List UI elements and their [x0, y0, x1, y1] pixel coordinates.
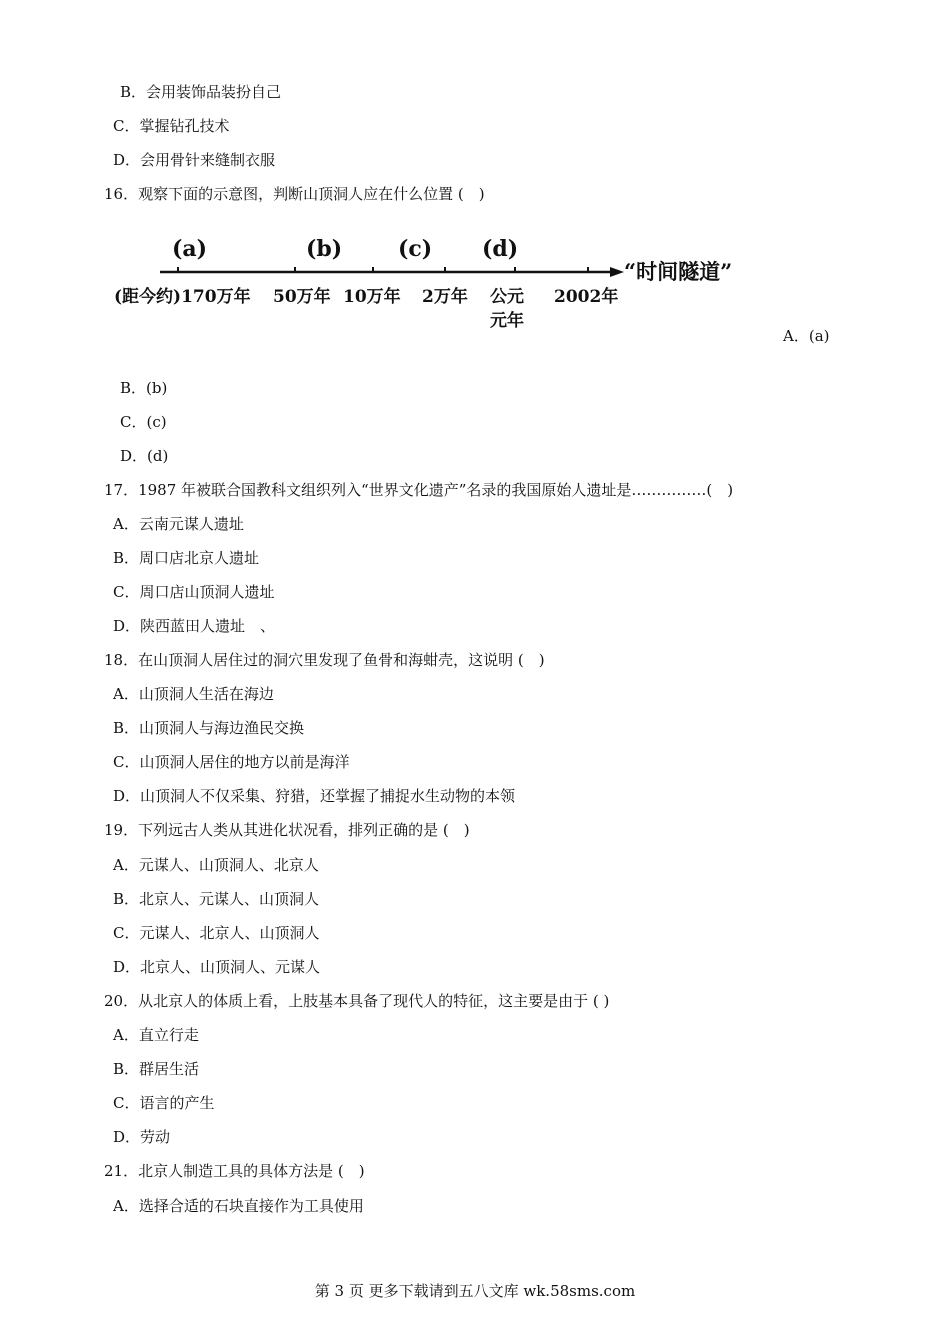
option-letter: D． [113, 151, 141, 169]
option-text: 陕西蓝田人遗址 、 [140, 617, 276, 635]
option-letter: B． [120, 83, 147, 101]
option-letter: B． [113, 1060, 140, 1078]
q15-option-b [120, 82, 281, 102]
option-letter: C． [113, 117, 140, 135]
q21-option-a [113, 1196, 364, 1216]
q18-option-c [113, 752, 350, 772]
option-letter: C． [120, 413, 147, 431]
marker-c: (c) [398, 236, 433, 262]
option-letter: B． [113, 549, 140, 567]
q15-option-c [113, 116, 230, 136]
option-text: 北京人、山顶洞人、元谋人 [140, 958, 321, 976]
q16-stem: 16．观察下面的示意图，判断山顶洞人应在什么位置 ( ) [104, 185, 485, 203]
option-letter: D． [113, 617, 141, 635]
option-letter: C． [113, 583, 140, 601]
option-text: 直立行走 [138, 1026, 199, 1044]
option-text: 北京人、元谋人、山顶洞人 [139, 890, 320, 908]
option-letter: A． [113, 1026, 139, 1044]
marker-b: (b) [306, 236, 343, 262]
option-letter: A． [113, 515, 139, 533]
option-letter: A． [113, 1197, 139, 1215]
q18-stem: 18．在山顶洞人居住过的洞穴里发现了鱼骨和海蚶壳，这说明 ( ) [104, 651, 545, 669]
option-letter: D． [113, 1128, 141, 1146]
option-text: 山顶洞人与海边渔民交换 [139, 719, 305, 737]
option-letter: B． [113, 890, 140, 908]
option-text: 周口店北京人遗址 [139, 549, 260, 567]
q16-option-c [120, 412, 167, 432]
q18-option-b [113, 718, 304, 738]
option-letter: D． [120, 447, 148, 465]
option-text: 劳动 [140, 1128, 171, 1146]
option-text: 云南元谋人遗址 [138, 515, 244, 533]
option-text: 会用装饰品装扮自己 [146, 83, 282, 101]
option-text: (a) [808, 327, 830, 345]
q17-stem: 17．1987 年被联合国教科文组织列入“世界文化遗产”名录的我国原始人遗址是……………( ) [104, 481, 734, 499]
tick-label-2: 2万年 [422, 287, 468, 307]
q16-option-b [120, 378, 167, 398]
option-text: 群居生活 [139, 1060, 200, 1078]
marker-d: (d) [482, 236, 519, 262]
q19-option-b [113, 889, 319, 909]
timeline-arrowhead [610, 267, 624, 277]
q19-stem: 19．下列远古人类从其进化状况看，排列正确的是 ( ) [104, 821, 470, 839]
q20-stem: 20．从北京人的体质上看，上肢基本具备了现代人的特征，这主要是由于 ( ) [104, 992, 610, 1010]
marker-a: (a) [172, 236, 208, 262]
option-letter: B． [120, 379, 147, 397]
page-footer: 第 3 页 更多下载请到五八文库 wk.58sms.com [314, 1282, 636, 1300]
option-letter: A． [783, 327, 809, 345]
option-text: 山顶洞人生活在海边 [138, 685, 274, 703]
option-text: (d) [147, 447, 169, 465]
time-tunnel-diagram [110, 228, 790, 338]
q15-option-d [113, 150, 275, 170]
q16-option-d [120, 446, 168, 466]
option-letter: A． [113, 856, 139, 874]
option-letter: D． [113, 787, 141, 805]
tick-label-50: 50万年 [273, 287, 331, 307]
option-text: 选择合适的石块直接作为工具使用 [138, 1197, 364, 1215]
q20-option-a [113, 1025, 199, 1045]
option-text: (b) [146, 379, 168, 397]
q20-option-c [113, 1093, 215, 1113]
option-letter: C． [113, 1094, 140, 1112]
q17-option-c [113, 582, 275, 602]
option-text: 元谋人、北京人、山顶洞人 [139, 924, 320, 942]
tick-label-gongyuan: 公元 [490, 287, 524, 307]
option-text: 语言的产生 [139, 1094, 215, 1112]
q19-option-d [113, 957, 320, 977]
arrow-label: “时间隧道” [624, 259, 733, 284]
option-text: 掌握钻孔技术 [139, 117, 230, 135]
option-text: (c) [146, 413, 167, 431]
q20-option-b [113, 1059, 199, 1079]
q17-option-b [113, 548, 259, 568]
q20-option-d [113, 1127, 170, 1147]
q19-option-c [113, 923, 320, 943]
option-letter: D． [113, 958, 141, 976]
q21-stem: 21．北京人制造工具的具体方法是 ( ) [104, 1162, 365, 1180]
tick-label-170: (距今约)170万年 [114, 287, 251, 307]
q19-option-a [113, 855, 319, 875]
q18-option-d [113, 786, 515, 806]
tick-label-yuannian: 元年 [490, 311, 524, 331]
tick-label-10: 10万年 [343, 287, 401, 307]
q18-option-a [113, 684, 274, 704]
option-text: 山顶洞人不仅采集、狩猎，还掌握了捕捉水生动物的本领 [140, 787, 516, 805]
option-letter: C． [113, 924, 140, 942]
option-text: 周口店山顶洞人遗址 [139, 583, 275, 601]
option-letter: C． [113, 753, 140, 771]
option-letter: B． [113, 719, 140, 737]
q17-option-d [113, 616, 275, 636]
tick-label-2002: 2002年 [554, 287, 619, 307]
option-text: 元谋人、山顶洞人、北京人 [138, 856, 319, 874]
q17-option-a [113, 514, 244, 534]
option-text: 山顶洞人居住的地方以前是海洋 [139, 753, 350, 771]
option-text: 会用骨针来缝制衣服 [140, 151, 276, 169]
option-letter: A． [113, 685, 139, 703]
q16-option-a [783, 326, 830, 346]
